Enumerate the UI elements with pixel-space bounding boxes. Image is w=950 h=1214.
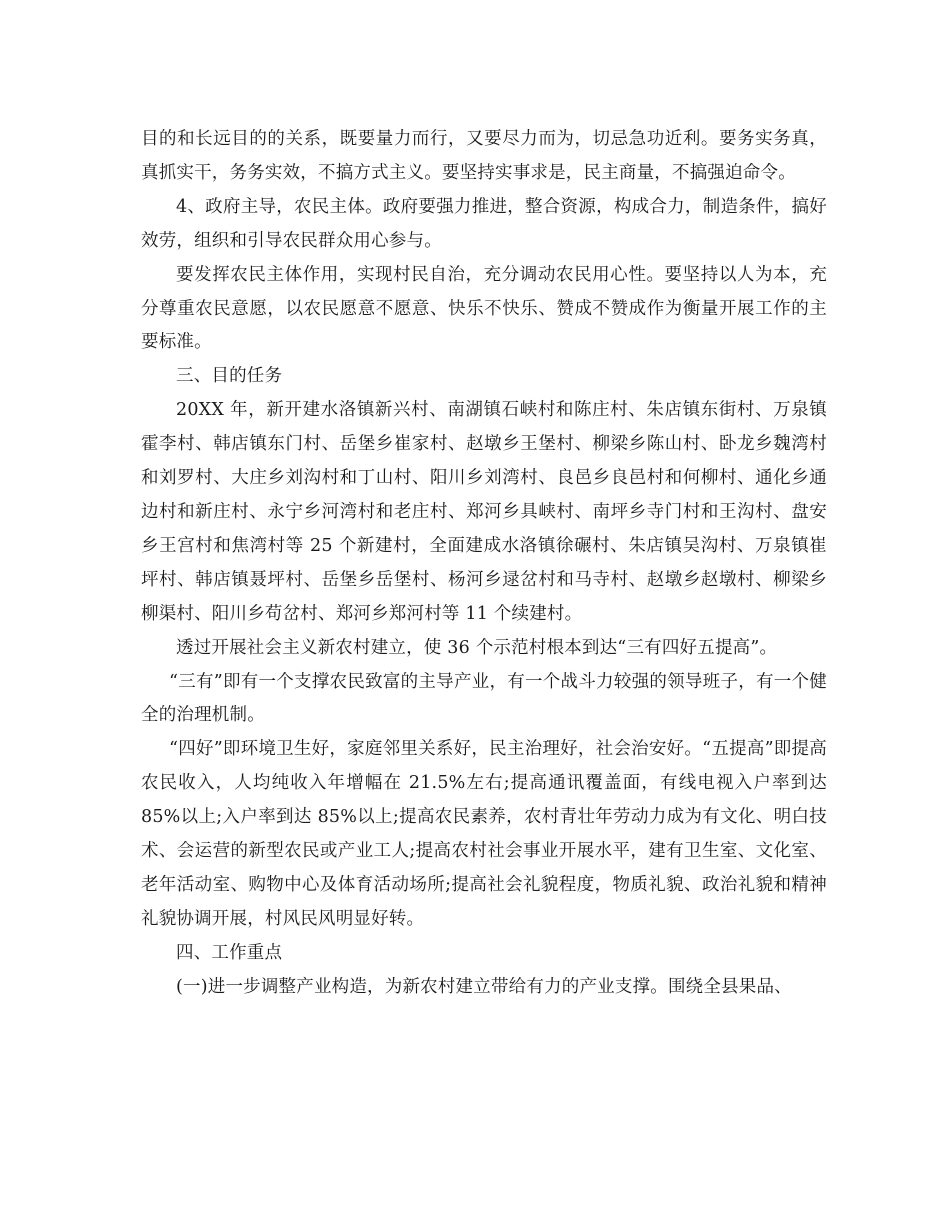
paragraph-village-list: 20XX 年，新开建水洛镇新兴村、南湖镇石峡村和陈庄村、朱店镇东街村、万泉镇霍李村、韩店镇东门村、岳堡乡崔家村、赵墩乡王堡村、柳梁乡陈山村、卧龙乡魏湾村和刘罗村、大庄乡刘沟村和丁山村、阳川乡刘湾村、良邑乡良邑村和何柳村、通化乡通边村和新庄村、永宁乡河湾村和老庄村、郑河乡具峡村、南坪乡寺门村和王沟村、盘安乡王宫村和焦湾村等 25 个新建村，全面建成水洛镇徐碾村、朱店镇吴沟村、万泉镇崔坪村、韩店镇聂坪村、岳堡乡岳堡村、杨河乡逯岔村和马寺村、赵墩乡赵墩村、柳梁乡柳渠村、阳川乡苟岔村、郑河乡郑河村等 11 个续建村。 bbox=[141, 400, 827, 624]
paragraph-four-goods-five-improvements: “四好”即环境卫生好，家庭邻里关系好，民主治理好，社会治安好。“五提高”即提高农民收入，人均纯收入年增幅在 21.5%左右;提高通讯覆盖面，有线电视入户率到达 85%以上;入户率到达 85%以上;提高农民素养，农村青壮年劳动力成为有文化、明白技术、会运营的新型农民或产业工人;提高农村社会事业开展水平，建有卫生室、文化室、老年活动室、购物中心及体育活动场所;提高社会礼貌程度，物质礼貌、政治礼貌和精神礼貌协调开展，村风民风明显好转。 bbox=[141, 739, 827, 929]
document-body bbox=[141, 123, 827, 1005]
paragraph-continuation: 目的和长远目的的关系，既要量力而行，又要尽力而为，切忌急功近利。要务实务真，真抓实干，务务实效，不搞方式主义。要坚持实事求是，民主商量，不搞强迫命令。 bbox=[141, 129, 827, 183]
section-heading-goals: 三、目的任务 bbox=[176, 366, 283, 387]
paragraph-farmer-subject: 要发挥农民主体作用，实现村民自治，充分调动农民用心性。要坚持以人为本，充分尊重农民意愿，以农民愿意不愿意、快乐不快乐、赞成不赞成作为衡量开展工作的主要标准。 bbox=[141, 264, 827, 353]
paragraph-industry-adjustment: (一)进一步调整产业构造，为新农村建立带给有力的产业支撑。围绕全县果品、 bbox=[176, 976, 792, 997]
paragraph-three-haves: “三有”即有一个支撑农民致富的主导产业，有一个战斗力较强的领导班子，有一个健全的治理机制。 bbox=[141, 671, 827, 726]
section-heading-work-focus: 四、工作重点 bbox=[176, 942, 283, 963]
paragraph-demo-villages: 透过开展社会主义新农村建立，使 36 个示范村根本到达“三有四好五提高”。 bbox=[176, 637, 778, 658]
paragraph-principle-4: 4、政府主导，农民主体。政府要强力推进，整合资源，构成合力，制造条件，搞好效劳，组织和引导农民群众用心参与。 bbox=[141, 196, 827, 251]
